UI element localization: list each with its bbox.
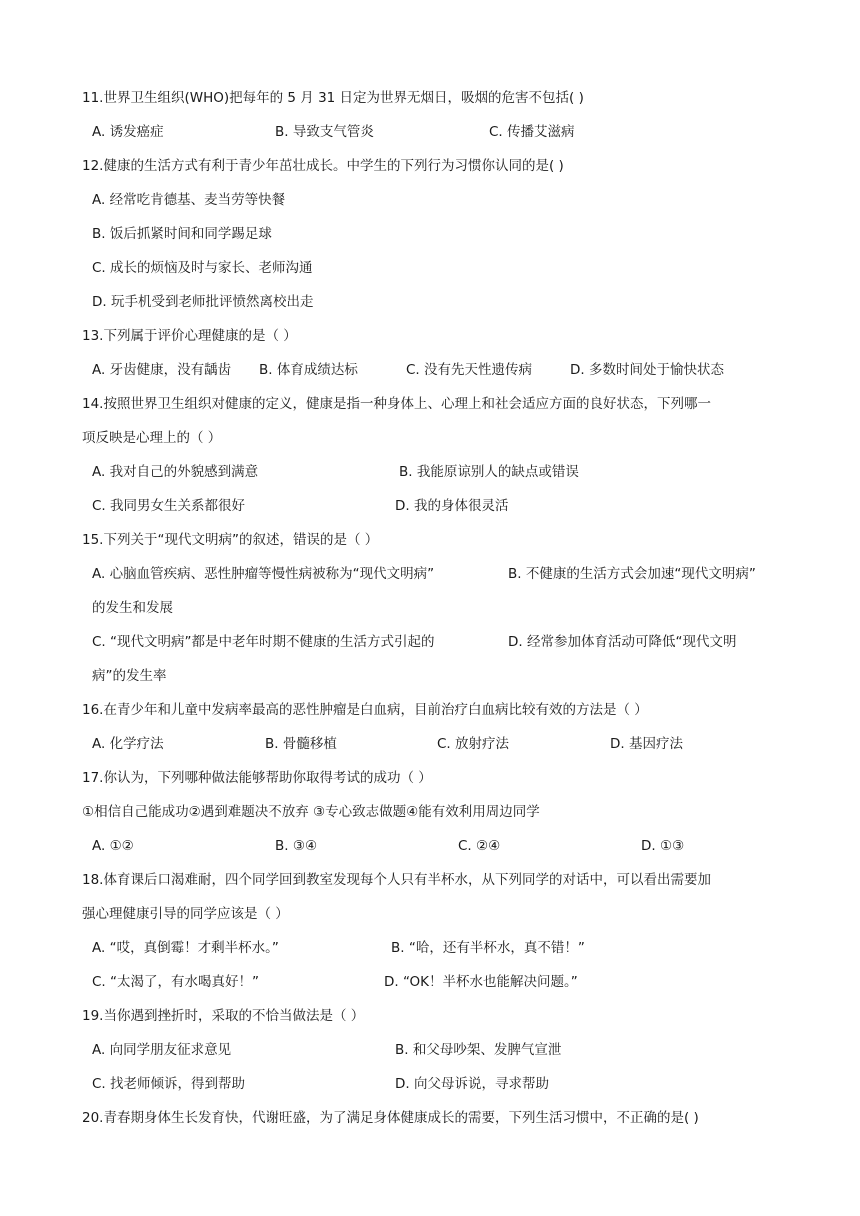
question-14-stem-line-2: 项反映是心理上的（ ） <box>82 430 222 446</box>
q19-option-d: D. 向父母诉说，寻求帮助 <box>395 1076 549 1092</box>
question-11-stem: 11.世界卫生组织(WHO)把每年的 5 月 31 日定为世界无烟日，吸烟的危害不包括( ) <box>82 90 584 106</box>
q17-option-a: A. ①② <box>92 838 134 854</box>
q15-option-c: C. “现代文明病”都是中老年时期不健康的生活方式引起的 <box>92 634 435 650</box>
q15-option-b: B. 不健康的生活方式会加速“现代文明病” <box>508 566 756 582</box>
q16-option-d: D. 基因疗法 <box>610 736 683 752</box>
q12-option-d: D. 玩手机受到老师批评愤然离校出走 <box>92 294 314 310</box>
question-14-stem-line-1: 14.按照世界卫生组织对健康的定义，健康是指一种身体上、心理上和社会适应方面的良好状态，下列哪一 <box>82 396 711 412</box>
question-13-stem: 13.下列属于评价心理健康的是（ ） <box>82 328 297 344</box>
q12-option-c: C. 成长的烦恼及时与家长、老师沟通 <box>92 260 313 276</box>
q14-option-c: C. 我同男女生关系都很好 <box>92 498 246 514</box>
q14-option-b: B. 我能原谅别人的缺点或错误 <box>399 464 579 480</box>
q17-statement: ①相信自己能成功②遇到难题决不放弃 ③专心致志做题④能有效利用周边同学 <box>82 804 540 820</box>
q11-option-c: C. 传播艾滋病 <box>489 124 575 140</box>
q11-option-a: A. 诱发癌症 <box>92 124 164 140</box>
q15-option-d-cont: 病”的发生率 <box>92 668 167 684</box>
q13-option-a: A. 牙齿健康，没有龋齿 <box>92 362 232 378</box>
question-15-stem: 15.下列关于“现代文明病”的叙述，错误的是（ ） <box>82 532 379 548</box>
q18-option-d: D. “OK！半杯水也能解决问题。” <box>384 974 578 990</box>
q19-option-a: A. 向同学朋友征求意见 <box>92 1042 232 1058</box>
question-17-stem: 17.你认为，下列哪种做法能够帮助你取得考试的成功（ ） <box>82 770 432 786</box>
q12-option-b: B. 饭后抓紧时间和同学踢足球 <box>92 226 272 242</box>
q11-option-b: B. 导致支气管炎 <box>275 124 374 140</box>
q16-option-c: C. 放射疗法 <box>437 736 510 752</box>
q18-option-a: A. “哎，真倒霉！才剩半杯水。” <box>92 940 279 956</box>
q15-option-d: D. 经常参加体育活动可降低“现代文明 <box>508 634 737 650</box>
question-12-stem: 12.健康的生活方式有利于青少年茁壮成长。中学生的下列行为习惯你认同的是( ) <box>82 158 564 174</box>
q18-option-c: C. “太渴了，有水喝真好！” <box>92 974 259 990</box>
q13-option-d: D. 多数时间处于愉快状态 <box>570 362 724 378</box>
q17-option-b: B. ③④ <box>275 838 318 854</box>
question-16-stem: 16.在青少年和儿童中发病率最高的恶性肿瘤是白血病，目前治疗白血病比较有效的方法是（ ） <box>82 702 648 718</box>
q17-option-c: C. ②④ <box>458 838 501 854</box>
question-18-stem-line-1: 18.体育课后口渴难耐，四个同学回到教室发现每个人只有半杯水，从下列同学的对话中，可以看出需要加 <box>82 872 711 888</box>
q14-option-d: D. 我的身体很灵活 <box>395 498 509 514</box>
q16-option-b: B. 骨髓移植 <box>265 736 337 752</box>
question-19-stem: 19.当你遇到挫折时，采取的不恰当做法是（ ） <box>82 1008 365 1024</box>
question-20-stem: 20.青春期身体生长发育快，代谢旺盛，为了满足身体健康成长的需要，下列生活习惯中，不正确的是( ) <box>82 1110 699 1126</box>
q19-option-b: B. 和父母吵架、发脾气宣泄 <box>395 1042 562 1058</box>
q19-option-c: C. 找老师倾诉，得到帮助 <box>92 1076 246 1092</box>
q12-option-a: A. 经常吃肯德基、麦当劳等快餐 <box>92 192 286 208</box>
q18-option-b: B. “哈，还有半杯水，真不错！” <box>391 940 585 956</box>
q13-option-b: B. 体育成绩达标 <box>259 362 358 378</box>
q14-option-a: A. 我对自己的外貌感到满意 <box>92 464 259 480</box>
q17-option-d: D. ①③ <box>641 838 685 854</box>
q15-option-a: A. 心脑血管疾病、恶性肿瘤等慢性病被称为“现代文明病” <box>92 566 435 582</box>
question-18-stem-line-2: 强心理健康引导的同学应该是（ ） <box>82 906 289 922</box>
q15-option-b-cont: 的发生和发展 <box>92 600 173 616</box>
q13-option-c: C. 没有先天性遗传病 <box>406 362 533 378</box>
q16-option-a: A. 化学疗法 <box>92 736 164 752</box>
